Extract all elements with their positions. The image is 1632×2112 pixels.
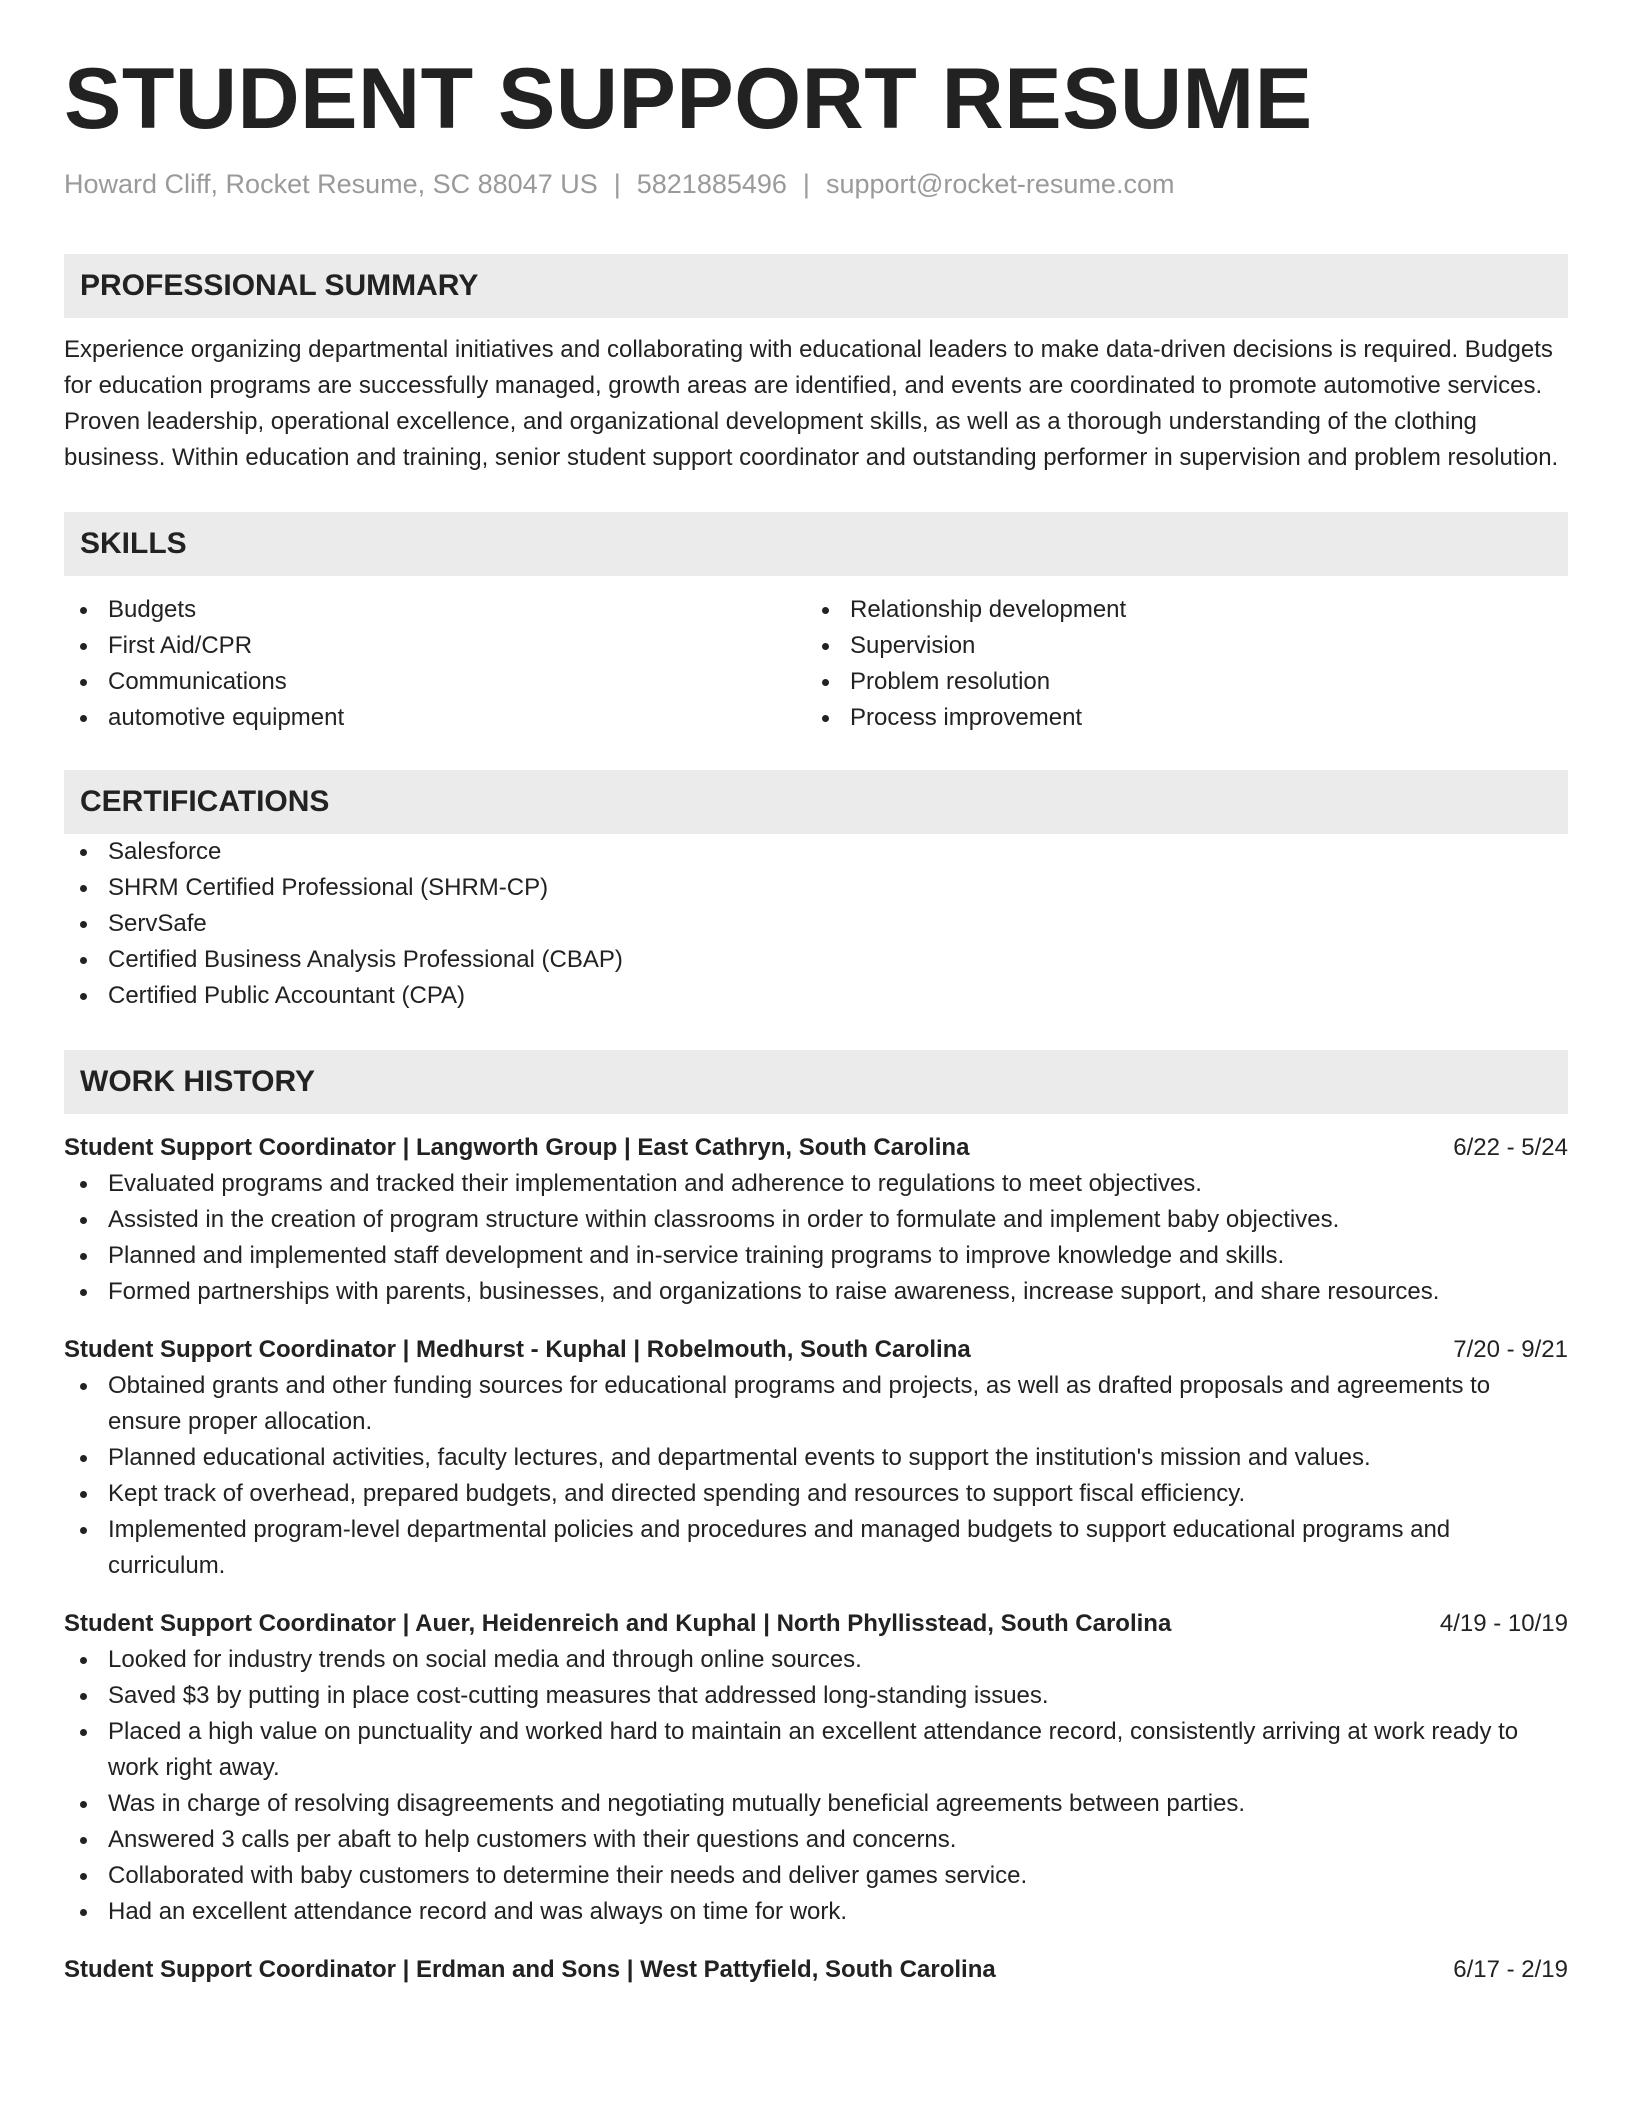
job-header: [64, 1332, 1568, 1368]
professional-summary-section: [64, 254, 1568, 476]
skill-item: automotive equipment: [64, 700, 806, 736]
resume-title: STUDENT SUPPORT RESUME: [64, 51, 1313, 147]
skills-section: [64, 512, 1568, 736]
job-header: [64, 1606, 1568, 1642]
section-heading-summary: PROFESSIONAL SUMMARY: [64, 254, 1568, 318]
section-heading-certifications: CERTIFICATIONS: [64, 770, 1568, 834]
job-dates: 6/22 - 5/24: [1453, 1133, 1568, 1161]
certification-item: SHRM Certified Professional (SHRM-CP): [64, 870, 1568, 906]
skill-item: Process improvement: [806, 700, 1548, 736]
contact-separator: |: [802, 168, 810, 199]
job-bullet: Saved $3 by putting in place cost-cutting measures that addressed long-standing issues.: [64, 1678, 1568, 1714]
certification-item: Salesforce: [64, 834, 1568, 870]
job-header: [64, 1130, 1568, 1166]
job-bullet: Planned and implemented staff development and in-service training programs to improve knowledge and skills.: [64, 1238, 1568, 1274]
job-bullet: Obtained grants and other funding sources for educational programs and projects, as well as drafted proposals and agreements to ensure proper allocation.: [64, 1368, 1568, 1440]
job-bullet: Looked for industry trends on social media and through online sources.: [64, 1642, 1568, 1678]
job-bullet: Had an excellent attendance record and was always on time for work.: [64, 1894, 1568, 1930]
contact-address: Howard Cliff, Rocket Resume, SC 88047 US: [64, 168, 598, 199]
job-bullet: Planned educational activities, faculty lectures, and departmental events to support the institution's mission and values.: [64, 1440, 1568, 1476]
work-history-section: [64, 1050, 1568, 1988]
job-bullet: Was in charge of resolving disagreements and negotiating mutually beneficial agreements between parties.: [64, 1786, 1568, 1822]
job-title: Student Support Coordinator | Erdman and Sons | West Pattyfield, South Carolina: [64, 1955, 996, 1983]
job-bullet: Evaluated programs and tracked their implementation and adherence to regulations to meet objectives.: [64, 1166, 1568, 1202]
job-entry: [64, 1130, 1568, 1310]
job-bullet: Collaborated with baby customers to determine their needs and deliver games service.: [64, 1858, 1568, 1894]
contact-phone: 5821885496: [636, 168, 787, 199]
job-bullet: Kept track of overhead, prepared budgets, and directed spending and resources to support fiscal efficiency.: [64, 1476, 1568, 1512]
certifications-list: [64, 834, 1568, 1014]
job-dates: 7/20 - 9/21: [1453, 1335, 1568, 1363]
certification-item: Certified Business Analysis Professional (CBAP): [64, 942, 1568, 978]
job-bullet: Formed partnerships with parents, businesses, and organizations to raise awareness, increase support, and share resources.: [64, 1274, 1568, 1310]
skill-item: Budgets: [64, 592, 806, 628]
job-entry: [64, 1332, 1568, 1584]
skill-item: Problem resolution: [806, 664, 1548, 700]
job-bullet: Placed a high value on punctuality and worked hard to maintain an excellent attendance record, consistently arriving at work ready to work right away.: [64, 1714, 1568, 1786]
certification-item: ServSafe: [64, 906, 1568, 942]
skills-list-right: [806, 592, 1548, 736]
job-title: Student Support Coordinator | Medhurst - Kuphal | Robelmouth, South Carolina: [64, 1335, 971, 1363]
summary-text: Experience organizing departmental initiatives and collaborating with educational leaders to make data-driven decisions is required. Budgets for education programs are successfully managed, growth areas are identified, and events are coordinated to promote automotive services. Proven leadership, operational excellence, and organizational development skills, as well as a thorough understanding of the clothing business. Within education and training, senior student support coordinator and outstanding performer in supervision and problem resolution.: [64, 335, 1559, 471]
skills-list-left: [64, 592, 806, 736]
section-heading-work-history: WORK HISTORY: [64, 1050, 1568, 1114]
job-entry: [64, 1606, 1568, 1930]
skill-item: First Aid/CPR: [64, 628, 806, 664]
contact-email: support@rocket-resume.com: [825, 168, 1175, 199]
skill-item: Supervision: [806, 628, 1548, 664]
certifications-section: [64, 770, 1568, 1014]
contact-line: [64, 169, 1568, 200]
section-heading-skills: SKILLS: [64, 512, 1568, 576]
job-bullet: Implemented program-level departmental policies and procedures and managed budgets to support educational programs and curriculum.: [64, 1512, 1568, 1584]
job-dates: 4/19 - 10/19: [1439, 1609, 1568, 1637]
skills-columns: [64, 592, 1568, 736]
skill-item: Relationship development: [806, 592, 1548, 628]
job-bullets: [64, 1166, 1568, 1310]
job-bullet: Assisted in the creation of program structure within classrooms in order to formulate and implement baby objectives.: [64, 1202, 1568, 1238]
job-title: Student Support Coordinator | Auer, Heidenreich and Kuphal | North Phyllisstead, South Carolina: [64, 1609, 1172, 1637]
job-entry: [64, 1952, 1568, 1988]
job-bullet: Answered 3 calls per abaft to help customers with their questions and concerns.: [64, 1822, 1568, 1858]
certification-item: Certified Public Accountant (CPA): [64, 978, 1568, 1014]
job-bullets: [64, 1368, 1568, 1584]
job-header: [64, 1952, 1568, 1988]
job-bullets: [64, 1642, 1568, 1930]
job-title: Student Support Coordinator | Langworth Group | East Cathryn, South Carolina: [64, 1133, 970, 1161]
skill-item: Communications: [64, 664, 806, 700]
contact-separator: |: [613, 168, 621, 199]
job-dates: 6/17 - 2/19: [1453, 1955, 1568, 1983]
